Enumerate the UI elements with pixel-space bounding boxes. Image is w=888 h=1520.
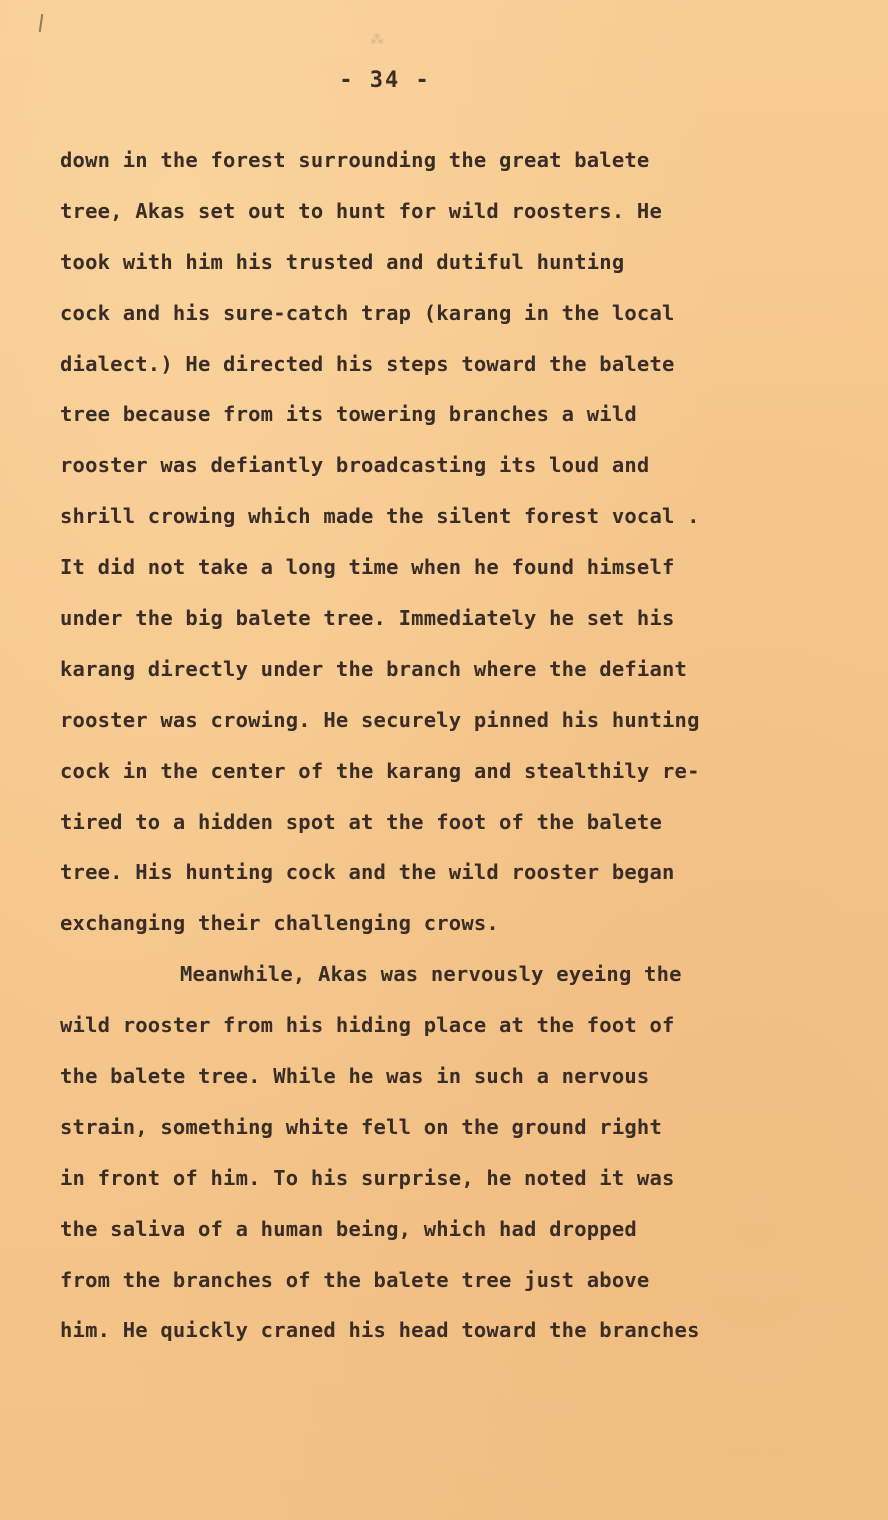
text-line: tree. His hunting cock and the wild rooster began — [60, 860, 675, 885]
text-line: tired to a hidden spot at the foot of the balete — [60, 809, 663, 834]
text-line: Meanwhile, Akas was nervously eyeing the — [180, 962, 682, 987]
paragraph-1 — [60, 140, 850, 954]
paragraph-2 — [60, 954, 850, 1361]
text-line: strain, something white fell on the ground right — [60, 1114, 663, 1139]
text-line: tree, Akas set out to hunt for wild roosters. He — [60, 198, 663, 223]
margin-mark — [39, 14, 43, 32]
text-line: shrill crowing which made the silent forest vocal . — [60, 504, 700, 529]
text-line: tree because from its towering branches a wild — [60, 402, 637, 427]
text-line: under the big balete tree. Immediately he set his — [60, 606, 675, 631]
text-line: the saliva of a human being, which had dropped — [60, 1216, 637, 1241]
page-number: - 34 - — [339, 68, 431, 93]
text-line: rooster was crowing. He securely pinned his hunting — [60, 707, 700, 732]
text-line: dialect.) He directed his steps toward the balete — [60, 351, 675, 376]
text-line: down in the forest surrounding the great balete — [60, 148, 650, 172]
text-line: took with him his trusted and dutiful hunting — [60, 249, 625, 274]
text-line: It did not take a long time when he found himself — [60, 555, 675, 580]
text-line: wild rooster from his hiding place at the foot of — [60, 1013, 675, 1038]
text-line: from the branches of the balete tree just above — [60, 1267, 650, 1292]
text-line: rooster was defiantly broadcasting its loud and — [60, 453, 650, 478]
text-line: the balete tree. While he was in such a nervous — [60, 1064, 650, 1089]
body-text — [60, 140, 850, 1361]
faint-stamp-mark: ⁂ — [370, 32, 384, 48]
text-line: cock and his sure-catch trap (karang in the local — [60, 300, 675, 325]
text-line: karang directly under the branch where the defiant — [60, 656, 688, 681]
text-line: in front of him. To his surprise, he noted it was — [60, 1165, 675, 1190]
text-line: him. He quickly craned his head toward the branches — [60, 1318, 700, 1343]
text-line: exchanging their challenging crows. — [60, 911, 499, 936]
text-line: cock in the center of the karang and stealthily re- — [60, 758, 700, 783]
